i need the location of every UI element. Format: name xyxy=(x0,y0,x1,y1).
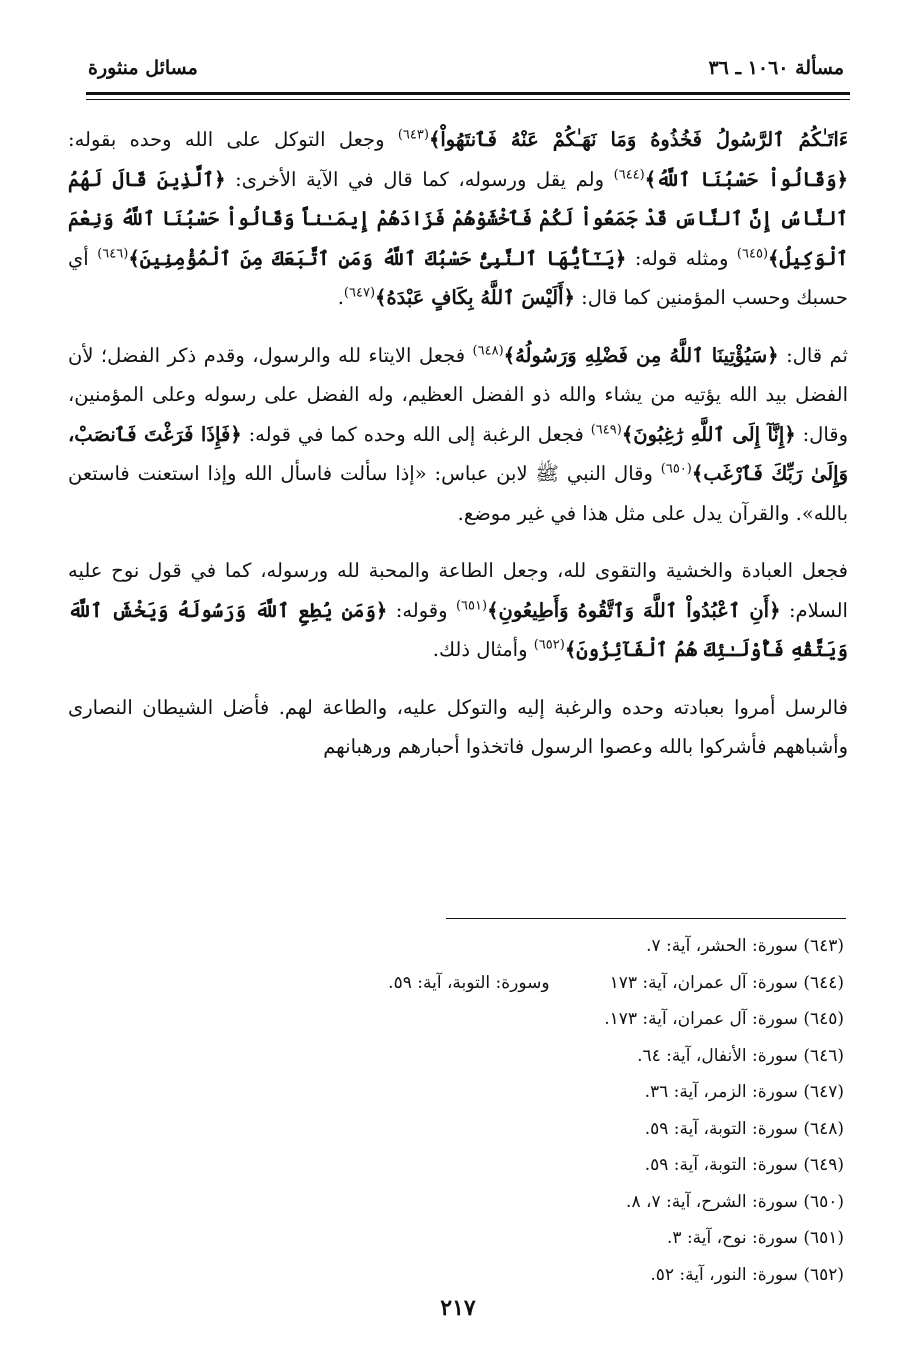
footnote-extra: وسورة: التوبة، آية: ٥٩. xyxy=(388,972,550,993)
quran-quote: ﴿أَنِ ٱعْبُدُواْ ٱللَّهَ وَٱتَّقُوهُ وَأَطِيعُونِ﴾ xyxy=(487,598,781,622)
paragraph xyxy=(68,551,848,670)
text-run: وقال النبي ﷺ لابن عباس: «إذا سألت فاسأل الله وإذا استعنت فاستعن بالله». والقرآن يدل على مثل هذا في غير موضع. xyxy=(68,462,848,525)
footnote-ref: (٦٤٨) xyxy=(472,343,504,358)
footnote xyxy=(84,1001,844,1038)
footnote xyxy=(84,1111,844,1148)
chapter-header: مسألة ١٠٦٠ ـ ٣٦ xyxy=(708,57,844,79)
footnote-ref: (٦٤٧) xyxy=(343,285,376,301)
text-run: وأمثال ذلك. xyxy=(432,638,534,661)
footnote xyxy=(84,1220,844,1257)
footnote-ref: (٦٤٣) xyxy=(397,127,429,143)
footnote-number: (٦٤٩) xyxy=(803,1155,844,1175)
footnote-number: (٦٤٨) xyxy=(803,1118,844,1139)
footnote-text: سورة: الأنفال، آية: ٦٤. xyxy=(637,1045,798,1066)
text-run: وقوله: xyxy=(387,598,456,622)
text-run: ولم يقل ورسوله، كما قال في الآية الأخرى: xyxy=(225,167,614,191)
footnote-text: سورة: التوبة، آية: ٥٩. xyxy=(644,1155,798,1175)
footnote-number: (٦٥٢) xyxy=(803,1264,844,1285)
footnote-ref: (٦٤٤) xyxy=(613,167,645,182)
footnote xyxy=(84,1074,844,1111)
footnote-number: (٦٤٧) xyxy=(803,1082,844,1102)
footnote-number: (٦٥١) xyxy=(803,1228,844,1248)
text-run: . xyxy=(337,286,344,309)
footnote xyxy=(84,1147,844,1184)
quran-quote: ﴿وَقَالُواْ حَسْبُنَا ٱللَّهُ﴾ xyxy=(644,167,848,191)
footnote-text: سورة: التوبة، آية: ٥٩. xyxy=(644,1118,798,1139)
quran-quote: ﴿وَمَن يُطِعِ ٱللَّهَ وَرَسُولَهُ وَيَخْشَ ٱللَّهَ وَيَتَّقْهِ فَأُوْلَـٰئِكَ هُمُ ٱلْفَآئِزُونَ﴾ xyxy=(68,598,848,661)
header-rule-thick xyxy=(86,92,850,95)
text-run: فجعل العبادة والخشية والتقوى لله، وجعل الطاعة والمحبة لله ورسوله، كما في قول نوح عليه السلام: xyxy=(68,559,848,622)
footnote-text: سورة: نوح، آية: ٣. xyxy=(667,1228,798,1248)
text-run: وجعل التوكل على الله وحده بقوله: xyxy=(68,128,398,151)
quran-quote: ﴿أَلَيْسَ ٱللَّهُ بِكَافٍ عَبْدَهُ﴾ xyxy=(375,286,575,309)
footnote-text: سورة: آل عمران، آية: ١٧٣. xyxy=(604,1009,798,1029)
footnote-number: (٦٤٣) xyxy=(803,936,844,956)
footnote-number: (٦٤٦) xyxy=(803,1045,844,1066)
paragraph xyxy=(68,120,848,318)
text-run: ثم قال: xyxy=(778,343,848,367)
footnote-text: سورة: آل عمران، آية: ١٧٣ xyxy=(609,972,798,993)
paragraph xyxy=(68,688,848,767)
footnotes xyxy=(84,928,844,1293)
footnote-ref: (٦٥٠) xyxy=(660,461,692,477)
footnote-text: سورة: الحشر، آية: ٧. xyxy=(646,936,798,956)
quran-quote: ﴿فَإِذَا فَرَغْتَ فَٱنصَبْ، وَإِلَىٰ رَبِّكَ فَٱرْغَب﴾ xyxy=(68,422,848,485)
footnote-ref: (٦٥٢) xyxy=(533,637,565,653)
quran-quote: ﴿سَيُؤْتِينَا ٱللَّهُ مِن فَضْلِهِ وَرَسُولُهُ﴾ xyxy=(503,343,779,367)
footnote xyxy=(84,965,844,1002)
text-run: فالرسل أمروا بعبادته وحده والرغبة إليه والتوكل عليه، والطاعة لهم. فأضل الشيطان النصارى وأشباههم فأشركوا بالله وعصوا الرسول فاتخذوا أحبارهم ورهبانهم xyxy=(68,695,848,758)
paragraph xyxy=(68,336,848,534)
footnote xyxy=(84,1184,844,1221)
book-title-header: مسائل منثورة xyxy=(88,57,198,79)
quran-quote: ﴿إِنَّآ إِلَى ٱللَّهِ رَٰغِبُونَ﴾ xyxy=(621,422,796,446)
footnote-text: سورة: الزمر، آية: ٣٦. xyxy=(644,1082,798,1102)
quran-quote: ﴿ٱلَّذِينَ قَالَ لَهُمُ ٱلنَّاسُ إِنَّ ٱلنَّاسَ قَدْ جَمَعُواْ لَكُمْ فَٱخْشَوْهُمْ فَزَادَهُمْ إِيمَـٰناً وَقَالُواْ حَسْبُنَا ٱللَّهُ وَنِعْمَ ٱلْوَكِيلُ﴾ xyxy=(68,167,848,270)
header-rule-thin xyxy=(86,99,850,100)
quran-quote: ﴿يَـٰٓأَيُّهَا ٱلنَّبِىُّ حَسْبُكَ ٱللَّهُ وَمَنِ ٱتَّبَعَكَ مِنَ ٱلْمُؤْمِنِينَ﴾ xyxy=(128,246,627,270)
footnote xyxy=(84,928,844,965)
footnote-separator xyxy=(446,918,846,919)
text-run: فجعل الرغبة إلى الله وحده كما في قوله: xyxy=(241,422,591,446)
footnote-number: (٦٥٠) xyxy=(803,1191,844,1212)
text-run: فجعل الايتاء لله والرسول، وقدم ذكر الفضل؛ لأن الفضل بيد الله يؤتيه من يشاء والله ذو الفضل العظيم، وله الفضل على رسوله وعلى المؤمنين، وقال: xyxy=(68,343,849,446)
footnote-text: سورة: النور، آية: ٥٢. xyxy=(650,1264,798,1285)
main-text xyxy=(68,120,848,785)
quran-quote: ءَاتَـٰكُمُ ٱلرَّسُولُ فَخُذُوهُ وَمَا نَهَـٰكُمْ عَنْهُ فَٱنتَهُواْ﴾ xyxy=(428,128,848,151)
footnote xyxy=(84,1038,844,1075)
footnote xyxy=(84,1257,844,1294)
text-run: ومثله قوله: xyxy=(626,246,737,270)
text-run: أي حسبك وحسب المؤمنين كما قال: xyxy=(68,246,848,309)
footnote-number: (٦٤٥) xyxy=(803,1009,844,1029)
footnote-text: سورة: الشرح، آية: ٧، ٨. xyxy=(626,1191,798,1212)
footnote-ref: (٦٤٦) xyxy=(97,246,129,261)
footnote-ref: (٦٤٥) xyxy=(736,246,769,261)
footnote-ref: (٦٤٩) xyxy=(590,422,622,437)
footnote-ref: (٦٥١) xyxy=(455,598,488,613)
footnote-number: (٦٤٤) xyxy=(803,972,844,993)
page-number: ٢١٧ xyxy=(440,1295,476,1321)
